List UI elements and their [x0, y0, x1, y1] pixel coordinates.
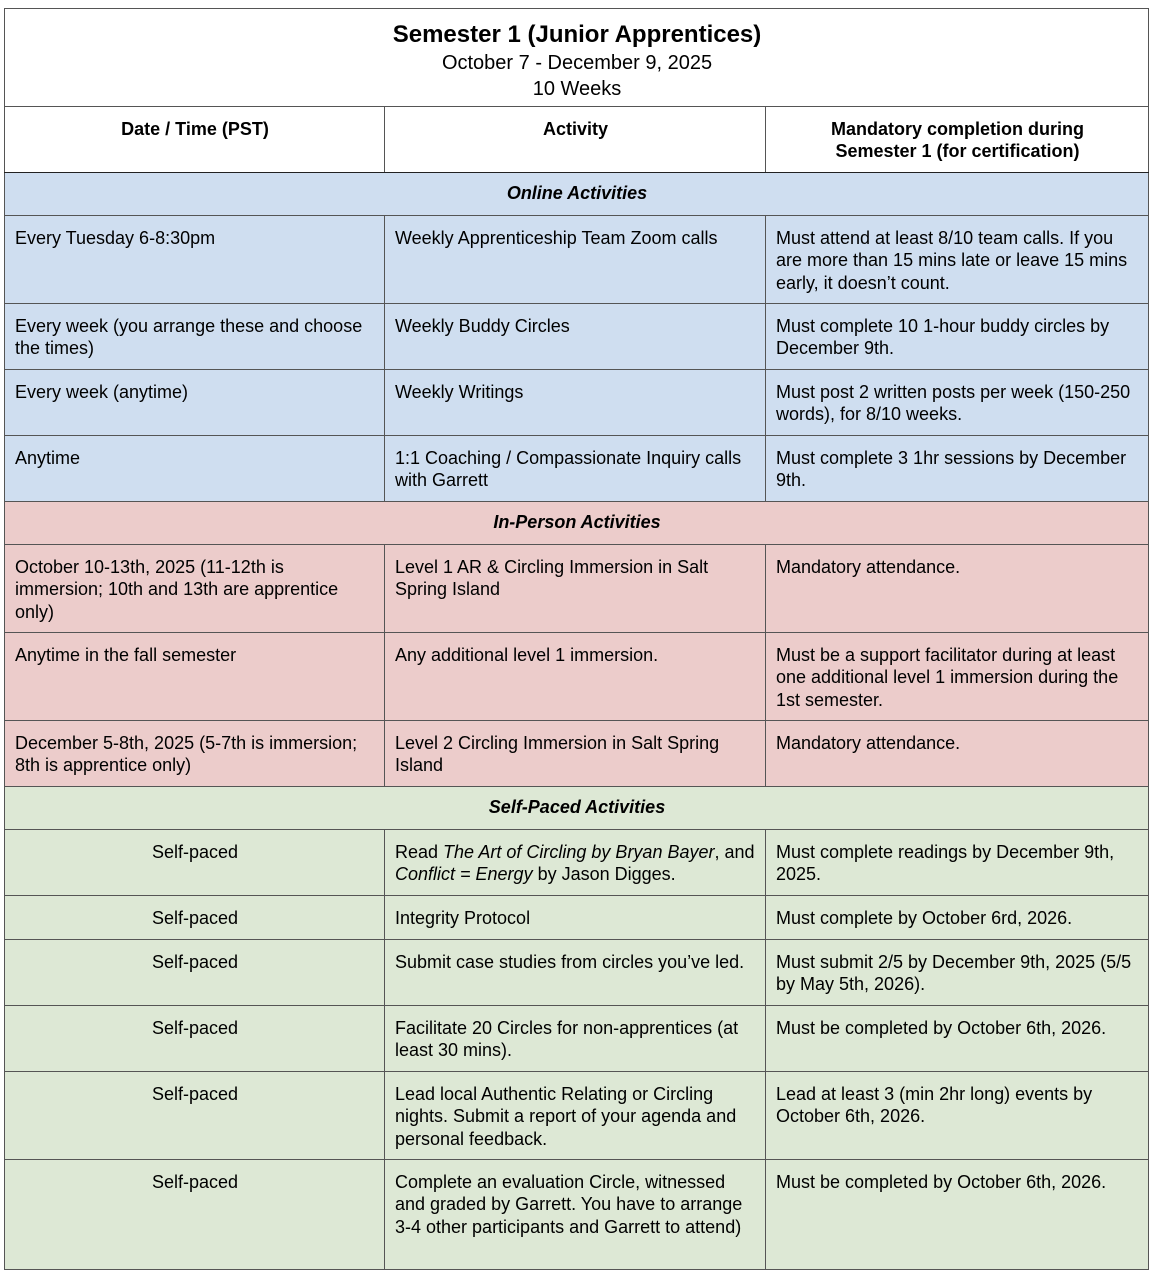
row-mandatory: Must attend at least 8/10 team calls. If you are more than 15 mins late or leave 15 mins early, it doesn’t count.: [766, 216, 1149, 304]
row-date: Every week (anytime): [5, 370, 385, 436]
row-mandatory: Mandatory attendance.: [766, 545, 1149, 633]
row-date: Anytime in the fall semester: [5, 633, 385, 721]
row-mandatory: Must complete 10 1-hour buddy circles by December 9th.: [766, 304, 1149, 370]
row-mandatory: Must be completed by October 6th, 2026.: [766, 1006, 1149, 1072]
table-row: [5, 436, 1149, 502]
row-mandatory: Must complete by October 6rd, 2026.: [766, 896, 1149, 940]
section-heading-self-paced: Self-Paced Activities: [5, 787, 1149, 830]
row-activity: Complete an evaluation Circle, witnessed and graded by Garrett. You have to arrange 3-4 other participants and Garrett to attend): [385, 1160, 766, 1270]
table-row: [5, 304, 1149, 370]
row-mandatory: Must submit 2/5 by December 9th, 2025 (5/5 by May 5th, 2026).: [766, 940, 1149, 1006]
row-activity: Any additional level 1 immersion.: [385, 633, 766, 721]
reading-book-1: The Art of Circling by Bryan Bayer: [443, 842, 715, 862]
row-date: December 5-8th, 2025 (5-7th is immersion; 8th is apprentice only): [5, 721, 385, 787]
row-activity: Weekly Buddy Circles: [385, 304, 766, 370]
table-row: [5, 370, 1149, 436]
row-date: Every Tuesday 6-8:30pm: [5, 216, 385, 304]
semester-dates: October 7 - December 9, 2025: [441, 52, 713, 74]
row-mandatory: Must complete 3 1hr sessions by December 9th.: [766, 436, 1149, 502]
row-activity: Level 2 Circling Immersion in Salt Spring Island: [385, 721, 766, 787]
row-date: October 10-13th, 2025 (11-12th is immersion; 10th and 13th are apprentice only): [5, 545, 385, 633]
semester-title: Semester 1 (Junior Apprentices): [392, 21, 762, 48]
title-row: [5, 9, 1149, 107]
row-activity: Level 1 AR & Circling Immersion in Salt Spring Island: [385, 545, 766, 633]
row-date: Self-paced: [5, 940, 385, 1006]
table-row: [5, 721, 1149, 787]
section-online: [5, 173, 1149, 216]
row-date: Self-paced: [5, 1072, 385, 1160]
row-date: Self-paced: [5, 896, 385, 940]
column-header-mandatory: [766, 107, 1149, 173]
row-mandatory: Must complete readings by December 9th, 2025.: [766, 830, 1149, 896]
section-heading-online: Online Activities: [5, 173, 1149, 216]
semester-schedule-table: [4, 8, 1149, 1270]
row-activity: Lead local Authentic Relating or Circling nights. Submit a report of your agenda and personal feedback.: [385, 1072, 766, 1160]
row-date: Self-paced: [5, 1160, 385, 1270]
title-cell: [5, 9, 1149, 107]
table-row: [5, 216, 1149, 304]
table-row: [5, 1006, 1149, 1072]
section-self-paced: [5, 787, 1149, 830]
row-activity: Submit case studies from circles you’ve led.: [385, 940, 766, 1006]
row-mandatory: Lead at least 3 (min 2hr long) events by October 6th, 2026.: [766, 1072, 1149, 1160]
row-mandatory: Mandatory attendance.: [766, 721, 1149, 787]
row-activity: Weekly Apprenticeship Team Zoom calls: [385, 216, 766, 304]
column-header-date: Date / Time (PST): [5, 107, 385, 173]
table-row: [5, 545, 1149, 633]
column-header-mandatory-line1: Mandatory completion during: [831, 119, 1085, 139]
semester-duration: 10 Weeks: [532, 78, 622, 100]
table-row: [5, 1072, 1149, 1160]
reading-read: Read: [395, 842, 444, 862]
row-mandatory: Must post 2 written posts per week (150-250 words), for 8/10 weeks.: [766, 370, 1149, 436]
row-activity: 1:1 Coaching / Compassionate Inquiry calls with Garrett: [385, 436, 766, 502]
table-row: [5, 896, 1149, 940]
column-header-activity: Activity: [385, 107, 766, 173]
table-row: [5, 830, 1149, 896]
row-date: Every week (you arrange these and choose the times): [5, 304, 385, 370]
table-row: [5, 1160, 1149, 1270]
reading-by: by Jason Digges.: [532, 864, 676, 885]
table-row: [5, 633, 1149, 721]
reading-book-2: Conflict = Energy: [395, 864, 533, 885]
row-date: Self-paced: [5, 830, 385, 896]
row-date: Self-paced: [5, 1006, 385, 1072]
row-mandatory: Must be a support facilitator during at least one additional level 1 immersion during the 1st semester.: [766, 633, 1149, 721]
row-activity: Facilitate 20 Circles for non-apprentices (at least 30 mins).: [385, 1006, 766, 1072]
row-activity: Integrity Protocol: [385, 896, 766, 940]
reading-and: , and: [714, 842, 755, 862]
row-mandatory: Must be completed by October 6th, 2026.: [766, 1160, 1149, 1270]
table-row: [5, 940, 1149, 1006]
row-activity: Weekly Writings: [385, 370, 766, 436]
section-in-person: [5, 502, 1149, 545]
column-header-row: [5, 107, 1149, 173]
row-activity: [385, 830, 766, 896]
column-header-mandatory-line2: Semester 1 (for certification): [835, 141, 1080, 162]
section-heading-in-person: In-Person Activities: [5, 502, 1149, 545]
row-date: Anytime: [5, 436, 385, 502]
